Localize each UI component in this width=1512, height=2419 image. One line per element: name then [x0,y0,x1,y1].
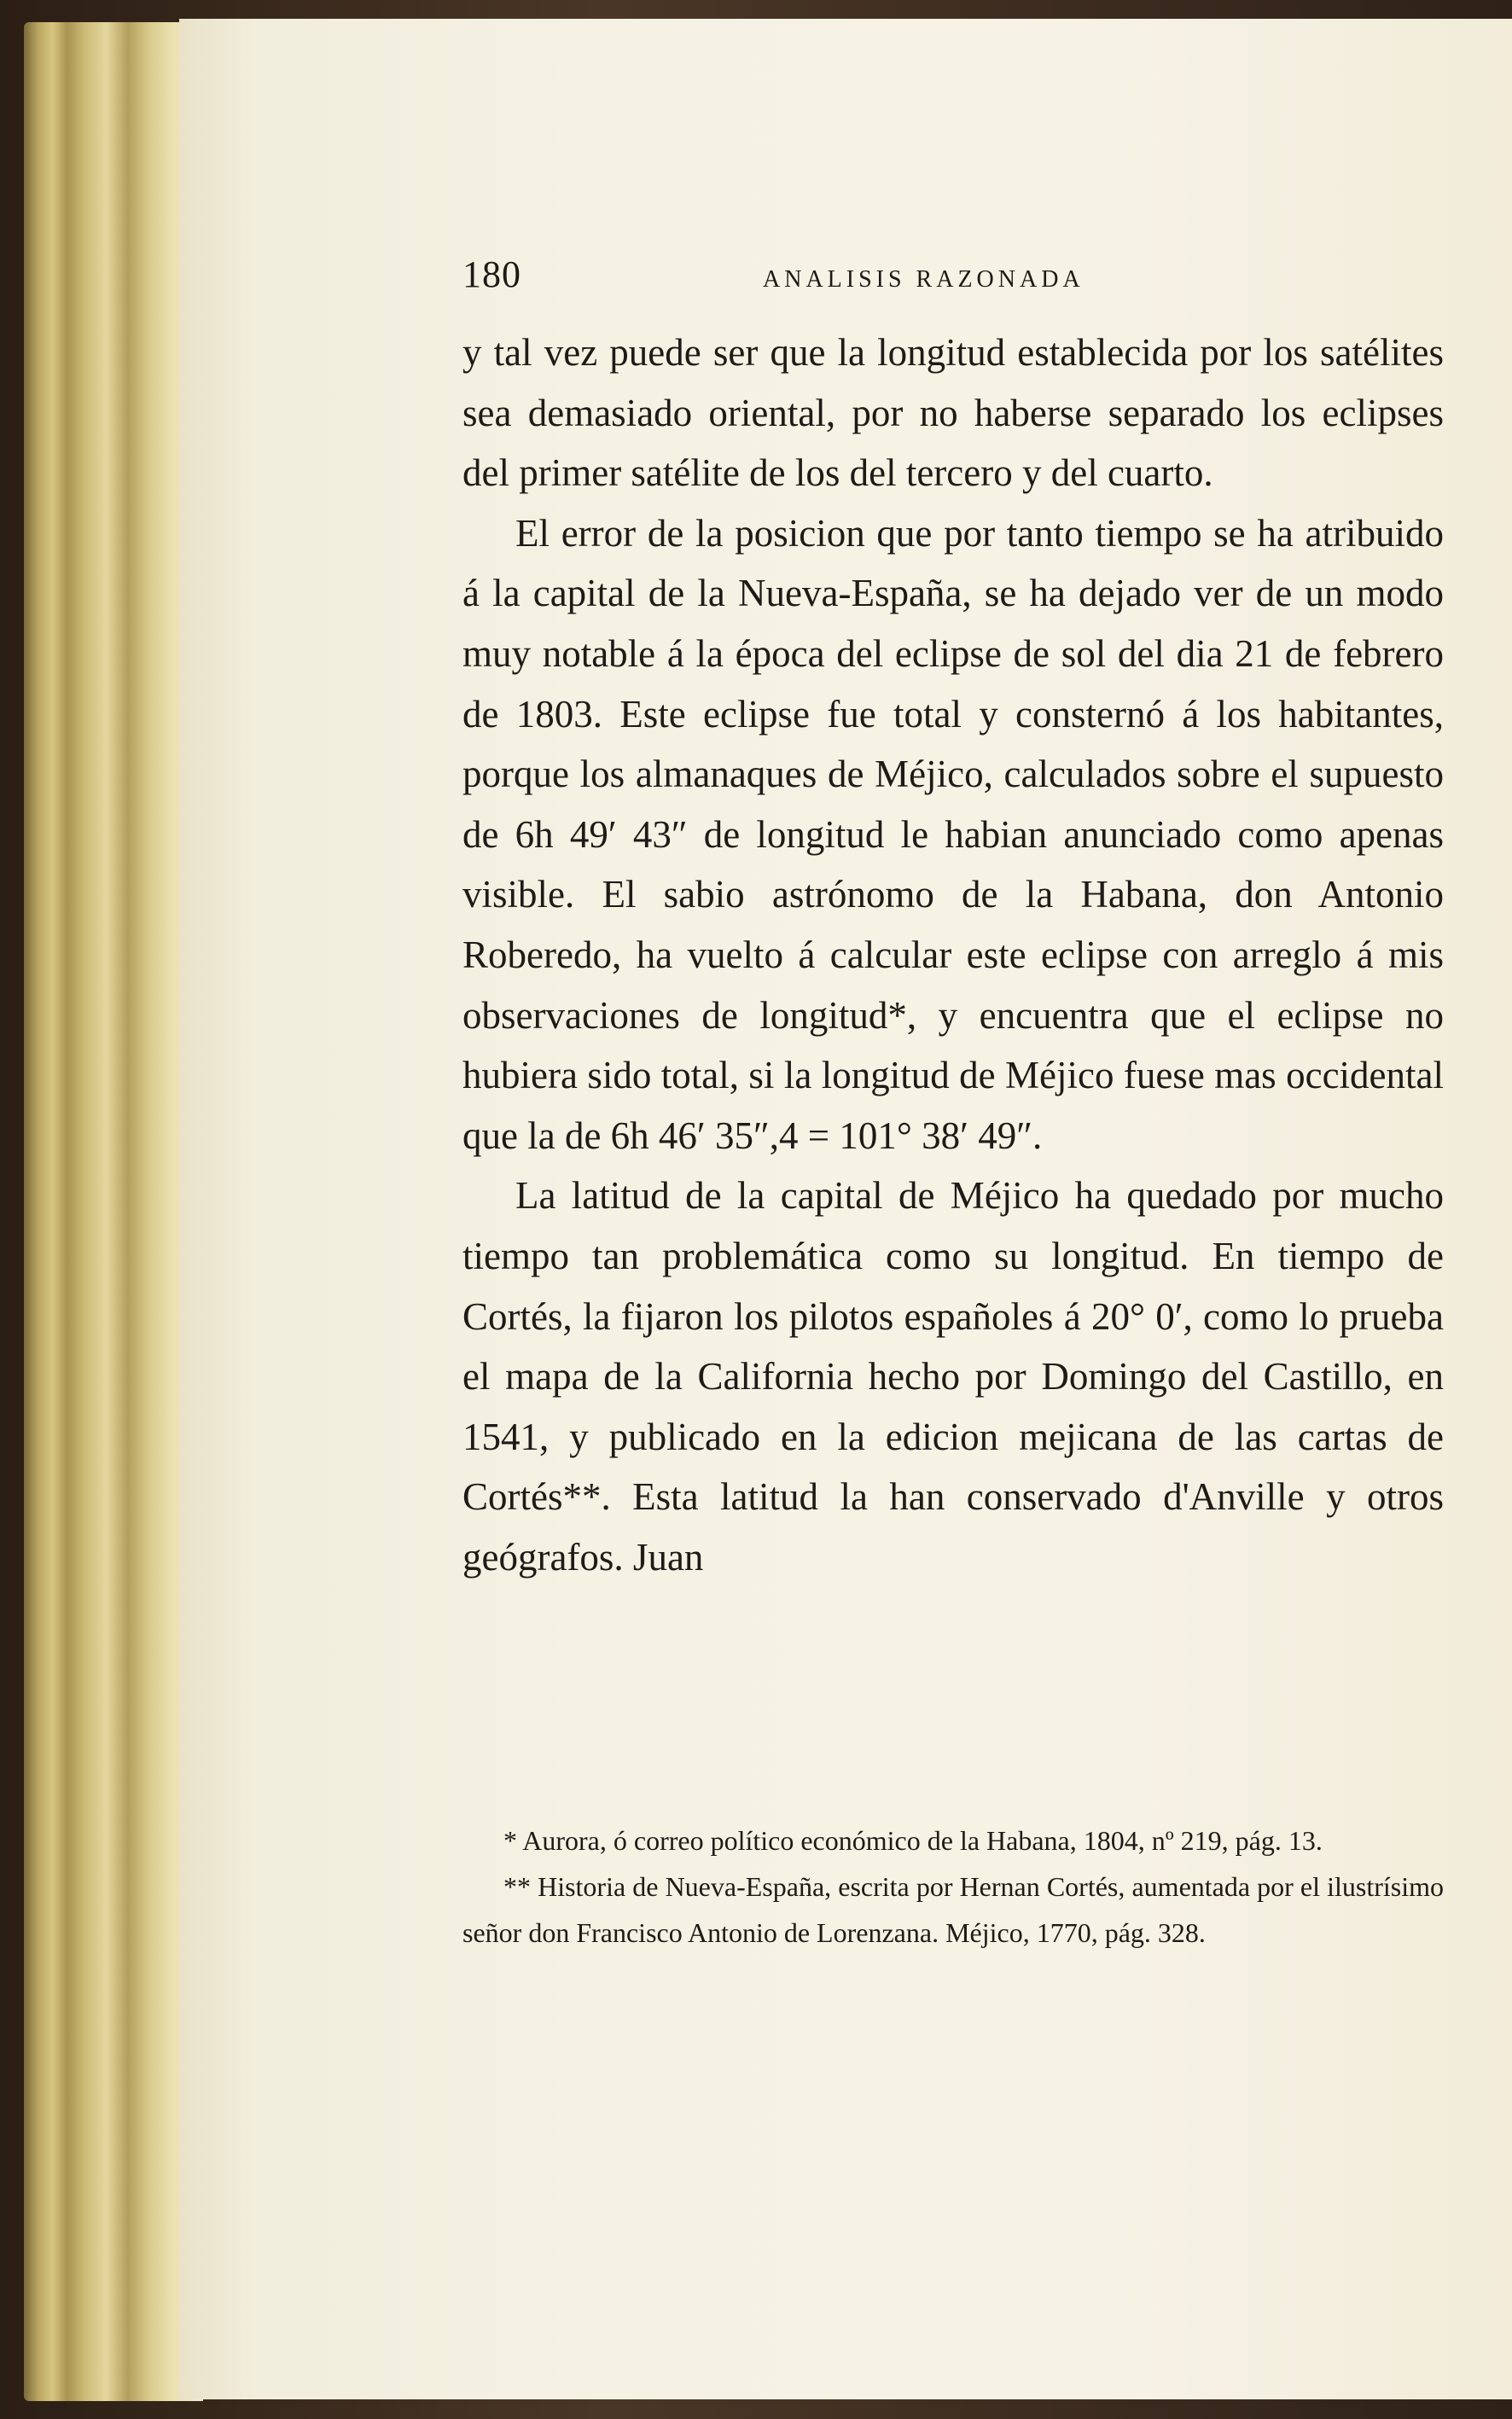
gilt-page-edge [24,22,203,2401]
footnote: * Aurora, ó correo político económico de la Habana, 1804, nº 219, pág. 13. [503,1825,1323,1856]
running-head: ANALISIS RAZONADA [763,266,1085,293]
page-header [462,253,1444,304]
page-number: 180 [462,253,521,295]
main-text [462,323,1444,1587]
paragraph: La latitud de la capital de Méjico ha quedado por mucho tiempo tan problemática como su longitud. En tiempo de Cortés, la fijaron los pilotos españoles á 20° 0′, como lo prueba el mapa de la California hecho por Domingo del Castillo, en 1541, y publicado en la edicion mejicana de las cartas de Cortés**. Esta latitud la han conservado d'Anville y otros geógrafos. Juan [462,1174,1444,1579]
footnotes [462,1817,1444,1956]
footnote: ** Historia de Nueva-España, escrita por Hernan Cortés, aumentada por el ilustrísimo señor don Francisco Antonio de Lorenzana. Méjico, 1770, pág. 328. [462,1871,1444,1948]
paragraph: y tal vez puede ser que la longitud establecida por los satélites sea demasiado oriental, por no haberse separado los eclipses del primer satélite de los del tercero y del cuarto. [462,331,1444,495]
paragraph: El error de la posicion que por tanto tiempo se ha atribuido á la capital de la Nueva-España, se ha dejado ver de un modo muy notable á la época del eclipse de sol del dia 21 de febrero de 1803. Este eclipse fue total y consternó á los habitantes, porque los almanaques de Méjico, calculados sobre el supuesto de 6h 49′ 43″ de longitud le habian anunciado como apenas visible. El sabio astrónomo de la Habana, don Antonio Roberedo, ha vuelto á calcular este eclipse con arreglo á mis observaciones de longitud*, y encuentra que el eclipse no hubiera sido total, si la longitud de Méjico fuese mas occidental que la de 6h 46′ 35″,4 = 101° 38′ 49″. [462,511,1444,1157]
